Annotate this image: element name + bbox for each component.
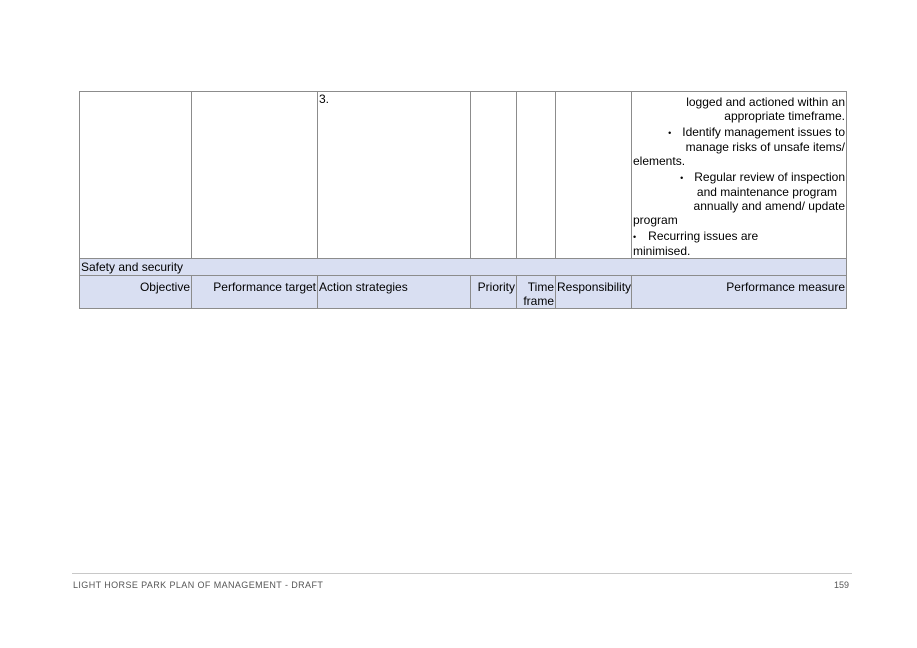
management-table (79, 91, 847, 309)
performance-measure-text: annually and amend/ update (693, 199, 845, 213)
header-time-frame (517, 276, 556, 309)
footer-page-number: 159 (834, 580, 850, 590)
header-action-strategies: Action strategies (318, 276, 471, 309)
performance-measure-text: Recurring issues are (648, 229, 759, 243)
responsibility-cell (556, 92, 632, 259)
bullet-glyph: • (633, 232, 637, 242)
header-time-frame-line1: Time (527, 280, 554, 294)
performance-target-cell (192, 92, 318, 259)
section-title: Safety and security (80, 259, 847, 276)
performance-measure-text: Regular review of inspection (694, 170, 845, 184)
time-frame-cell (517, 92, 556, 259)
action-strategy-number: 3. (319, 92, 330, 106)
footer-divider (72, 573, 852, 574)
performance-measure-text: appropriate timeframe. (724, 109, 845, 123)
performance-measure-text: and maintenance program (696, 185, 837, 199)
footer-document-title: LIGHT HORSE PARK PLAN OF MANAGEMENT - DRAFT (73, 580, 324, 590)
bullet-glyph: • (680, 173, 684, 183)
header-responsibility: Responsibility (556, 276, 632, 309)
header-time-frame-line2: frame (523, 294, 554, 308)
table-row (80, 92, 847, 259)
performance-measure-text: minimised. (633, 244, 691, 258)
performance-measure-text: elements. (633, 154, 686, 168)
performance-measure-text: manage risks of unsafe items/ (685, 140, 845, 154)
section-title-row (80, 259, 847, 276)
header-objective: Objective (80, 276, 192, 309)
performance-measure-cell (632, 92, 847, 259)
action-strategies-cell (318, 92, 471, 259)
header-performance-target: Performance target (192, 276, 318, 309)
performance-measure-text: logged and actioned within an (686, 95, 845, 109)
bullet-glyph: • (668, 128, 672, 138)
header-priority: Priority (471, 276, 517, 309)
header-performance-measure: Performance measure (632, 276, 847, 309)
priority-cell (471, 92, 517, 259)
column-header-row (80, 276, 847, 309)
performance-measure-text: Identify management issues to (682, 125, 845, 139)
performance-measure-text: program (633, 213, 678, 227)
objective-cell (80, 92, 192, 259)
